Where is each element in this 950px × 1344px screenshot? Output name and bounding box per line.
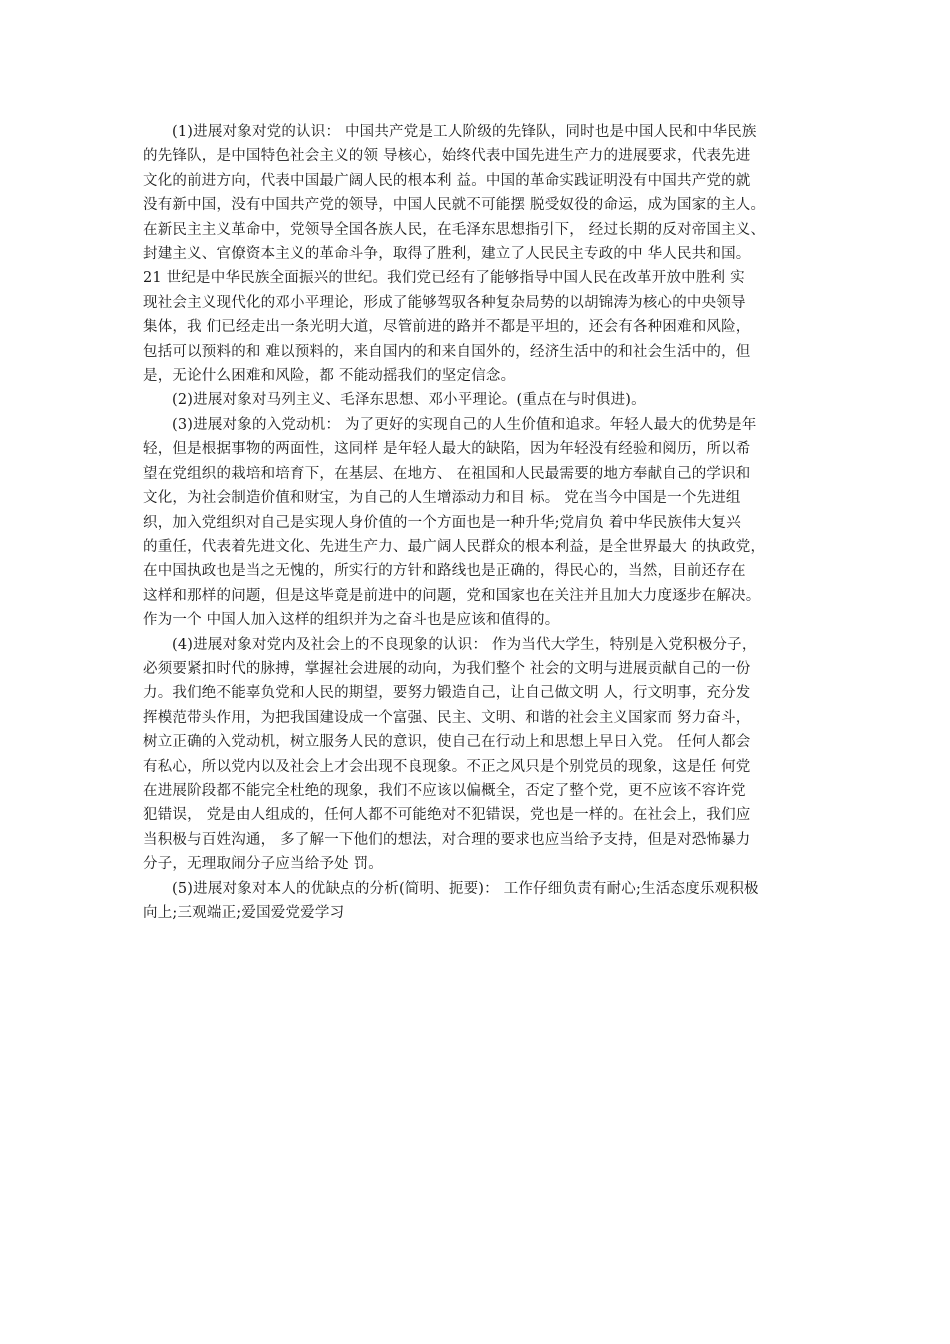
text-line: (4)进展对象对党内及社会上的不良现象的认识： 作为当代大学生，特别是入党积极分子，: [172, 636, 757, 653]
text-line: (2)进展对象对马列主义、毛泽东思想、邓小平理论。(重点在与时俱进)。: [172, 392, 646, 409]
text-line: 分子，无理取闹分子应当给予处 罚。: [143, 856, 384, 873]
text-line: 文化的前进方向，代表中国最广阔人民的根本利 益。中国的革命实践证明没有中国共产党的就: [143, 172, 751, 189]
text-line: 包括可以预料的和 难以预料的，来自国内的和来自国外的，经济生活中的和社会生活中的，但: [143, 343, 751, 360]
text-line: 的重任，代表着先进文化、先进生产力、最广阔人民群众的根本利益，是全世界最大 的执政党，: [143, 538, 766, 555]
text-line: 这样和那样的问题，但是这毕竟是前进中的问题，党和国家也在关注并且加大力度逐步在解决。: [143, 587, 761, 604]
text-line: 集体，我 们已经走出一条光明大道，尽管前进的路并不都是平坦的，还会有各种困难和风险，: [143, 319, 751, 336]
text-line: 的先锋队，是中国特色社会主义的领 导核心，始终代表中国先进生产力的进展要求，代表先进: [143, 148, 751, 165]
document-body: [143, 120, 813, 925]
text-line: 作为一个 中国人加入这样的组织并为之奋斗也是应该和值得的。: [143, 612, 560, 629]
text-line: 有私心，所以党内以及社会上才会出现不良现象。不正之风只是个别党员的现象，这是任 何党: [143, 758, 751, 775]
text-line: 望在党组织的栽培和培育下，在基层、在地方、 在祖国和人民最需要的地方奉献自己的学识和: [143, 465, 751, 482]
text-line: 当积极与百姓沟通， 多了解一下他们的想法，对合理的要求也应当给予支持，但是对恐怖暴力: [143, 831, 751, 848]
paragraph-1: [143, 120, 813, 388]
text-line: 向上;三观端正;爱国爱党爱学习: [143, 905, 345, 921]
text-line: 封建主义、官僚资本主义的革命斗争，取得了胜利，建立了人民民主专政的中 华人民共和国。: [143, 246, 751, 263]
paragraph-4: [143, 633, 813, 877]
text-line: (5)进展对象对本人的优缺点的分析(简明、扼要)： 工作仔细负责有耐心;生活态度乐观积极: [172, 880, 759, 897]
text-line: (3)进展对象的入党动机： 为了更好的实现自己的人生价值和追求。年轻人最大的优势是年: [172, 416, 757, 433]
text-line: 文化，为社会制造价值和财宝，为自己的人生增添动力和目 标。 党在当今中国是一个先进组: [143, 490, 741, 507]
text-line: 在中国执政也是当之无愧的，所实行的方针和路线也是正确的，得民心的，当然，目前还存在: [143, 563, 746, 580]
text-line: 21 世纪是中华民族全面振兴的世纪。我们党已经有了能够指导中国人民在改革开放中胜利 实: [143, 270, 745, 287]
paragraph-3: [143, 413, 813, 633]
text-line: 犯错误， 党是由人组成的，任何人都不可能绝对不犯错误，党也是一样的。在社会上，我们应: [143, 807, 751, 824]
text-line: 力。我们绝不能辜负党和人民的期望，要努力锻造自己，让自己做文明 人，行文明事，充分发: [143, 685, 751, 702]
text-line: 没有新中国，没有中国共产党的领导，中国人民就不可能摆 脱受奴役的命运，成为国家的主人。: [143, 197, 766, 214]
text-line: 树立正确的入党动机，树立服务人民的意识，使自己在行动上和思想上早日入党。 任何人都会: [143, 734, 751, 751]
text-line: 必须要紧扣时代的脉搏，掌握社会进展的动向，为我们整个 社会的文明与进展贡献自己的一份: [143, 660, 751, 677]
paragraph-5: [143, 877, 813, 926]
text-line: 在新民主主义革命中，党领导全国各族人民，在毛泽东思想指引下， 经过长期的反对帝国主义、: [143, 221, 766, 238]
text-line: 轻，但是根据事物的两面性，这同样 是年轻人最大的缺陷，因为年轻没有经验和阅历，所以希: [143, 441, 751, 458]
text-line: 在进展阶段都不能完全杜绝的现象，我们不应该以偏概全，否定了整个党，更不应该不容许党: [143, 782, 746, 799]
text-line: 织，加入党组织对自己是实现人身价值的一个方面也是一种升华;党肩负 着中华民族伟大复兴: [143, 514, 741, 531]
paragraph-2: [143, 388, 813, 412]
text-line: 现社会主义现代化的邓小平理论，形成了能够驾驭各种复杂局势的以胡锦涛为核心的中央领导: [143, 294, 746, 311]
text-line: (1)进展对象对党的认识： 中国共产党是工人阶级的先锋队，同时也是中国人民和中华民族: [172, 124, 757, 140]
text-line: 是，无论什么困难和风险，都 不能动摇我们的坚定信念。: [143, 368, 516, 385]
text-line: 挥模范带头作用，为把我国建设成一个富强、民主、文明、和谐的社会主义国家而 努力奋斗，: [143, 709, 751, 726]
